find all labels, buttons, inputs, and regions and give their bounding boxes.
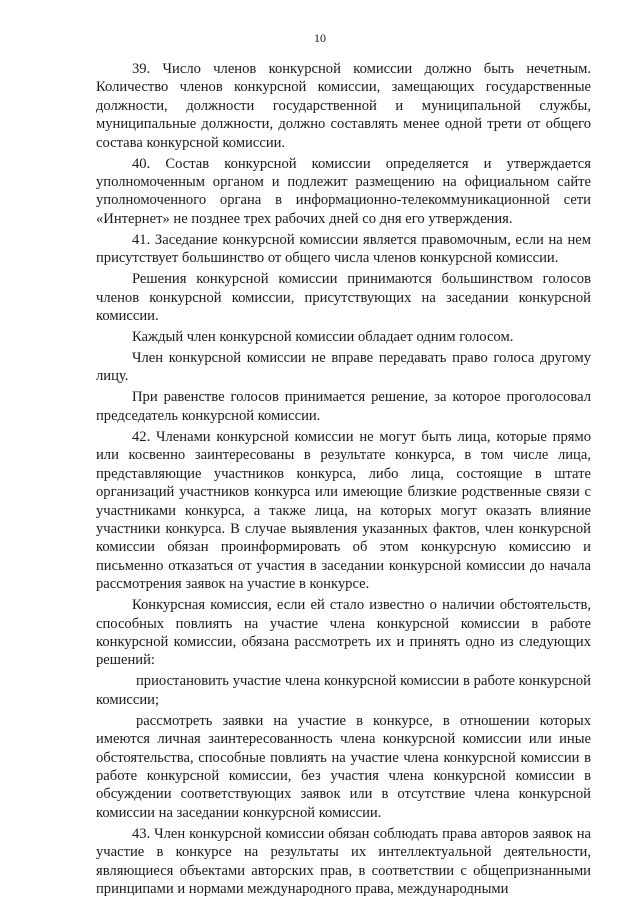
paragraph-43: 43. Член конкурсной комиссии обязан соблюдать права авторов заявок на участие в конкурсе на результаты их интеллектуальной деятельности, являющиеся объектами авторских прав, в соответствии с общепризнанными принципами и нормами международного права, международными bbox=[96, 825, 591, 897]
paragraph-41-decisions: Решения конкурсной комиссии принимаются большинством голосов членов конкурсной комиссии, присутствующих на заседании конкурсной комиссии. bbox=[96, 271, 591, 325]
paragraph-41: 41. Заседание конкурсной комиссии является правомочным, если на нем присутствует большинство от общего числа членов конкурсной комиссии. bbox=[96, 231, 591, 267]
paragraph-41-tie: При равенстве голосов принимается решение, за которое проголосовал председатель конкурсной комиссии. bbox=[96, 389, 591, 424]
page-number: 10 bbox=[314, 31, 326, 45]
paragraph-42-circumstances: Конкурсная комиссия, если ей стало известно о наличии обстоятельств, способных повлиять на участие члена конкурсной комиссии в работе конкурсной комиссии, обязана рассмотреть их и принять одно из следующих решений: bbox=[96, 597, 591, 669]
paragraph-42: 42. Членами конкурсной комиссии не могут быть лица, которые прямо или косвенно заинтересованы в результате конкурса, в том числе лица, представляющие участников конкурса, либо лица, состоящие в штате организаций участников конкурса или имеющие близкие родственные связи с участниками конкурса, а также лица, на которых могут оказать влияние участники конкурса. В случае выявления указанных фактов, член конкурсной комиссии обязан проинформировать об этом конкурсную комиссию и письменно отказаться от участия в заседании конкурсной комиссии до начала рассмотрения заявок на участие в конкурсе. bbox=[96, 428, 591, 593]
paragraph-39: 39. Число членов конкурсной комиссии должно быть нечетным. Количество членов конкурсной комиссии, замещающих государственные должности, должности государственной и муниципальной службы, муниципальные должности, должно составлять менее одной трети от общего состава конкурсной комиссии. bbox=[96, 61, 591, 151]
paragraph-41-one-vote: Каждый член конкурсной комиссии обладает одним голосом. bbox=[132, 329, 514, 346]
paragraph-41-no-transfer: Член конкурсной комиссии не вправе передавать право голоса другому лицу. bbox=[96, 350, 591, 385]
document-body bbox=[96, 60, 591, 901]
paragraph-42-option-review: рассмотреть заявки на участие в конкурсе, в отношении которых имеются личная заинтересованность члена конкурсной комиссии или иные обстоятельства, способные повлиять на участие члена конкурсной комиссии в работе конкурсной комиссии, без участия члена конкурсной комиссии в обсуждении соответствующих заявок или в отсутствие члена конкурсной комиссии на заседании конкурсной комиссии. bbox=[96, 712, 591, 821]
paragraph-42-option-suspend: приостановить участие члена конкурсной комиссии в работе конкурсной комиссии; bbox=[96, 673, 591, 708]
paragraph-40: 40. Состав конкурсной комиссии определяется и утверждается уполномоченным органом и подлежит размещению на официальном сайте уполномоченного органа в информационно-телекоммуникационной сети «Интернет» не позднее трех рабочих дней со дня его утверждения. bbox=[96, 155, 591, 227]
